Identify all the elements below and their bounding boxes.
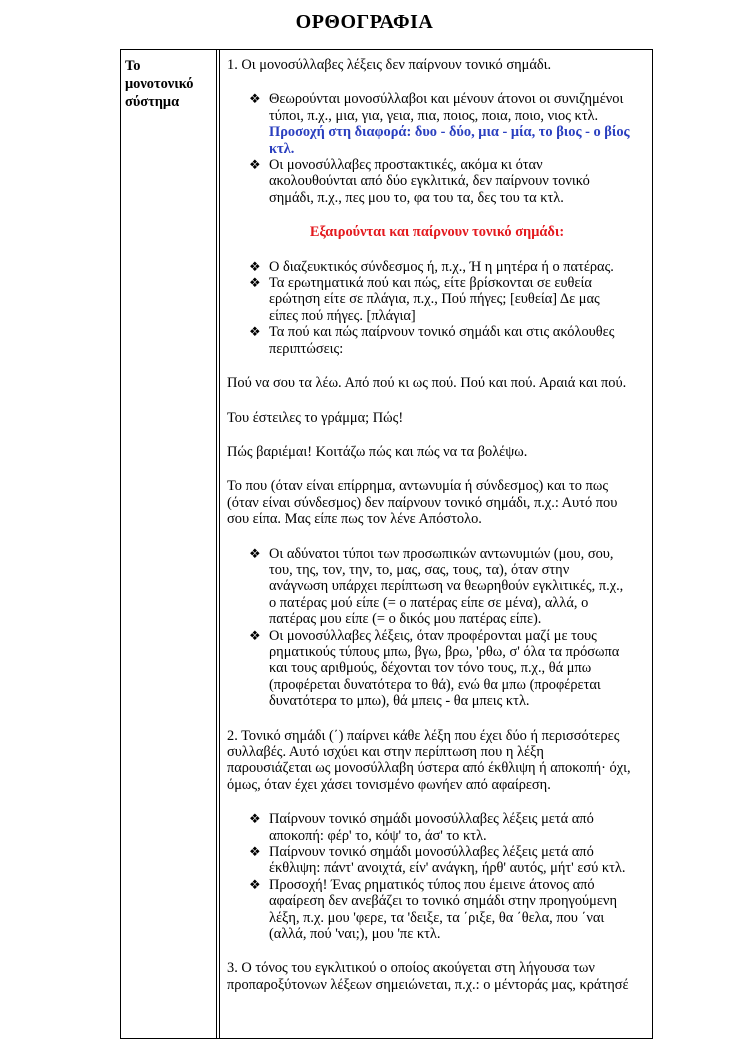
column-divider-inner	[219, 49, 220, 1039]
topic-line: Το	[125, 58, 141, 74]
diamond-bullet-icon: ❖	[249, 324, 261, 340]
exception-heading: Εξαιρούνται και παίρνουν τονικό σημάδι:	[309, 224, 565, 241]
section-2-paragraph: 2. Τονικό σημάδι (΄) παίρνει κάθε λέξη που έχει δύο ή περισσότερες συλλαβές. Αυτό ισχύει και στην περίπτωση που η λέξη παρουσιάζεται ως μονοσύλλαβη ύστερα από έκθλιψη ή αποκοπή· όχι, όμως, όταν έχει χάσει τονισμένο φωνήεν από αφαίρεση.	[227, 727, 631, 793]
diamond-bullet-icon: ❖	[249, 876, 261, 892]
diamond-bullet-icon: ❖	[249, 91, 261, 107]
bullet-item: ❖ Οι αδύνατοι τύποι των προσωπικών αντωνυμιών (μου, σου, του, της, τον, την, το, μας, σας, τους, τα), όταν στην ανάγνωση υπάρχει περίπτωση να θεωρηθούν εγκλιτικές, π.χ., ο πατέρας μού είπε (= ο πατέρας είπε σε μένα), αλλά, ο πατέρας μου είπε (= ο δικός μου πατέρας είπε).	[249, 545, 624, 628]
example-paragraph: Του έστειλες το γράμμα; Πώς!	[227, 409, 404, 426]
diamond-bullet-icon: ❖	[249, 275, 261, 291]
example-paragraph: Πώς βαριέμαι! Κοιτάζω πώς και πώς να τα βολέψω.	[227, 443, 528, 460]
bullet-item: ❖ Παίρνουν τονικό σημάδι μονοσύλλαβες λέξεις μετά από αποκοπή: φέρ' το, κόψ' το, άσ' το κτλ.	[249, 811, 594, 844]
topic-cell	[125, 57, 213, 111]
example-paragraph: Πού να σου τα λέω. Από πού κι ως πού. Πού και πού. Αραιά και πού.	[227, 375, 627, 392]
bullet-item: ❖ Παίρνουν τονικό σημάδι μονοσύλλαβες λέξεις μετά από έκθλιψη: πάντ' ανοιχτά, είν' ανάγκη, ήρθ' αυτός, μήτ' εσύ κτλ.	[249, 844, 626, 877]
diamond-bullet-icon: ❖	[249, 157, 261, 173]
bullet-item: ❖ Οι μονοσύλλαβες λέξεις, όταν προφέρονται μαζί με τους ρηματικούς τύπους μπω, βγω, βρω, 'ρθω, σ' όλα τα πρόσωπα και τους αριθμούς, δέχονται τον τόνο τους, π.χ., θά μπω (προφέρεται δυνατότερα το θά), ενώ θα μπω (προφέρεται δυνατότερα το μπω), θά μπεις - θα μπεις κτλ.	[249, 627, 620, 710]
bullet-item: ❖ Τα ερωτηματικά πού και πώς, είτε βρίσκονται σε ευθεία ερώτηση είτε σε πλάγια, π.χ., Πού πήγες; [ευθεία] Δε μας είπες πού πήγες. [πλάγια]	[249, 275, 600, 324]
section-3-paragraph: 3. Ο τόνος του εγκλιτικού ο οποίος ακούγεται στη λήγουσα των προπαροξύτονων λέξεων σημειώνεται, π.χ.: ο μέντοράς μας, κράτησέ	[227, 960, 629, 993]
diamond-bullet-icon: ❖	[249, 844, 261, 860]
topic-line: μονοτονικό	[125, 76, 194, 92]
diamond-bullet-icon: ❖	[249, 545, 261, 561]
bullet-item: ❖ Οι μονοσύλλαβες προστακτικές, ακόμα κι όταν ακολουθούνται από δύο εγκλιτικά, δεν παίρνουν τονικό σημάδι, π.χ., πες μου το, φα του τα, δες του τα κτλ.	[249, 157, 590, 206]
explanation-paragraph: Το που (όταν είναι επίρρημα, αντωνυμία ή σύνδεσμος) και το πως (όταν είναι σύνδεσμος) δεν παίρνουν τονικό σημάδι, π.χ.: Αυτό που σου είπα. Μας είπε πως τον λένε Απόστολο.	[227, 478, 618, 528]
bullet-item: ❖ Θεωρούνται μονοσύλλαβοι και μένουν άτονοι οι συνιζημένοι τύποι, π.χ., μια, για, γεια, πια, ποιος, ποια, ποιο, νιος κτλ. Προσοχή στη διαφορά: δυο - δύο, μια - μία, το βιος - ο βίος κτλ.	[227, 91, 647, 157]
bullet-item: ❖ Τα πού και πώς παίρνουν τονικό σημάδι και στις ακόλουθες περιπτώσεις:	[249, 324, 615, 357]
bullet-item: ❖ Ο διαζευκτικός σύνδεσμος ή, π.χ., Ή η μητέρα ή ο πατέρας.	[249, 258, 614, 275]
content-cell	[227, 57, 647, 993]
note-blue: κτλ.	[269, 140, 295, 157]
section-1-heading: 1. Οι μονοσύλλαβες λέξεις δεν παίρνουν τονικό σημάδι.	[227, 57, 552, 73]
diamond-bullet-icon: ❖	[249, 627, 261, 643]
page-title: ΟΡΘΟΓΡΑΦΙΑ	[295, 11, 434, 33]
diamond-bullet-icon: ❖	[249, 258, 261, 274]
note-blue: Προσοχή στη διαφορά: δυο - δύο, μια - μία, το βιος - ο βίος	[269, 124, 630, 141]
bullet-item: ❖ Προσοχή! Ένας ρηματικός τύπος που έμεινε άτονος από αφαίρεση δεν ανεβάζει το τονικό σημάδι στην προηγούμενη λέξη, π.χ. μου 'φερε, τα 'δειξε, τα ΄ριξε, θα ΄θελα, που ΄ναι (αλλά, πού 'ναι;), μου 'πε κτλ.	[249, 876, 617, 943]
topic-line: σύστημα	[125, 94, 180, 110]
column-divider	[216, 49, 217, 1039]
diamond-bullet-icon: ❖	[249, 811, 261, 827]
